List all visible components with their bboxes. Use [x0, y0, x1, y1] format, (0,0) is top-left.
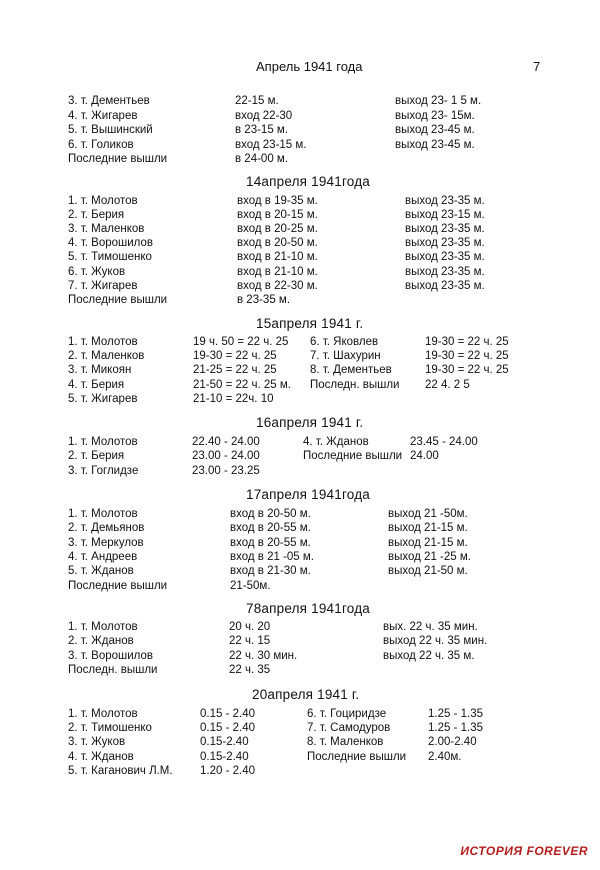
table-cell: Последние вышли	[307, 750, 407, 763]
table-cell: 19-30 = 22 ч. 25	[425, 364, 509, 377]
table-cell: выход 23- 15м.	[395, 109, 475, 122]
table-cell: 1. т. Молотов	[68, 336, 138, 348]
table-cell: вход в 19-35 м.	[237, 195, 318, 207]
table-cell: выход 23-45 м.	[395, 138, 475, 151]
table-cell: 1.25 - 1.35	[428, 722, 483, 735]
table-cell: выход 22 ч. 35 м.	[383, 649, 475, 662]
table-cell: вход в 21 -05 м.	[230, 550, 314, 563]
table-cell: выход 23-35 м.	[405, 195, 485, 207]
table-cell: 22 4. 2 5	[425, 378, 470, 391]
table-cell: вход в 20-25 м.	[237, 223, 318, 236]
table-cell: выход 23-35 м.	[405, 223, 485, 236]
table-cell: 23.00 - 24.00	[192, 450, 260, 463]
table-cell: 22 ч. 30 мин.	[229, 649, 298, 662]
table-cell: вход в 22-30 м.	[237, 279, 318, 292]
table-cell: 5. т. Каганович Л.М.	[68, 764, 173, 777]
table-cell: 7. т. Жигарев	[68, 279, 138, 292]
table-cell: 1. т. Молотов	[68, 508, 138, 520]
table-cell: 4. т. Андреев	[68, 550, 138, 563]
table-cell: 3. т. Ворошилов	[68, 649, 154, 662]
table-cell: 19-30 = 22 ч. 25	[193, 350, 277, 363]
table-cell: 5. т. Тимошенко	[68, 251, 152, 264]
table-cell: Последние вышли	[303, 450, 403, 463]
table-cell: 1. т. Молотов	[68, 621, 138, 633]
table-cell: 2. т. Демьянов	[68, 522, 145, 535]
table-cell: выход 23-15 м.	[405, 209, 485, 222]
table-cell: 2. т. Берия	[68, 209, 125, 222]
table-cell: 4. т. Ворошилов	[68, 237, 154, 250]
table-cell: 6. т. Голиков	[68, 138, 134, 151]
table-cell: 1.25 - 1.35	[428, 708, 483, 720]
table-cell: 1. т. Молотов	[68, 436, 138, 448]
table-cell: 3. т. Гоглидзе	[68, 464, 139, 477]
table-cell: вход в 20-55 м.	[230, 536, 311, 549]
table-cell: вход в 20-50 м.	[230, 508, 311, 520]
table-cell: Последние вышли	[68, 293, 168, 306]
table-cell: Последние вышли	[68, 153, 168, 166]
table-cell: 23.45 - 24.00	[410, 436, 478, 448]
table-cell: вход в 20-50 м.	[237, 237, 318, 250]
table-cell: вход 22-30	[235, 109, 293, 122]
table-cell: 19-30 = 22 ч. 25	[425, 350, 509, 363]
table-cell: 21-50 = 22 ч. 25 м.	[193, 378, 291, 391]
table-cell: 8. т. Дементьев	[310, 364, 392, 377]
section-title: 16апреля 1941 г.	[256, 415, 364, 430]
page-number: 7	[533, 59, 541, 74]
table-cell: вход в 21-10 м.	[237, 265, 318, 278]
table-cell: 19-30 = 22 ч. 25	[425, 336, 509, 348]
table-cell: Последние вышли	[68, 579, 168, 592]
table-cell: выход 21-15 м.	[388, 536, 468, 549]
table-cell: 1. т. Молотов	[68, 708, 138, 720]
table-cell: 3. т. Жуков	[68, 736, 126, 749]
table-cell: 21-10 = 22ч. 10	[193, 392, 274, 405]
table-cell: 6. т. Жуков	[68, 265, 126, 278]
table-cell: 7. т. Шахурин	[310, 350, 381, 363]
publisher-logo: ИСТОРИЯ FOREVER	[460, 844, 588, 858]
table-cell: выход 23-35 м.	[405, 279, 485, 292]
table-cell: 21-50м.	[230, 579, 271, 592]
section-title: 17апреля 1941года	[246, 487, 370, 502]
table-cell: 1.20 - 2.40	[200, 764, 255, 777]
table-cell: 5. т. Вышинский	[68, 124, 153, 137]
table-cell: 8. т. Маленков	[307, 736, 384, 749]
table-cell: 6. т. Гоциридзе	[307, 708, 387, 720]
table-cell: 3. т. Маленков	[68, 223, 145, 236]
table-cell: 0.15 - 2.40	[200, 722, 255, 735]
table-cell: 4. т. Берия	[68, 378, 125, 391]
table-cell: вход в 21-30 м.	[230, 565, 311, 578]
table-cell: 2.40м.	[428, 750, 462, 763]
section-title: 15апреля 1941 г.	[256, 316, 364, 331]
table-cell: вход в 20-55 м.	[230, 522, 311, 535]
table-cell: 21-25 = 22 ч. 25	[193, 364, 277, 377]
table-cell: 2. т. Берия	[68, 450, 125, 463]
table-cell: 4. т. Жигарев	[68, 109, 138, 122]
table-cell: 0.15 - 2.40	[200, 708, 255, 720]
table-cell: 23.00 - 23.25	[192, 464, 260, 477]
table-cell: выход 21 -25 м.	[388, 550, 471, 563]
table-cell: 22 ч. 15	[229, 635, 271, 648]
table-cell: 2. т. Маленков	[68, 350, 145, 363]
table-cell: выход 21-15 м.	[388, 522, 468, 535]
table-cell: вход 23-15 м.	[235, 138, 307, 151]
table-cell: 3. т. Меркулов	[68, 536, 144, 549]
table-cell: Последн. вышли	[310, 378, 400, 391]
table-cell: 4. т. Жданов	[303, 436, 369, 448]
table-cell: 4. т. Жданов	[68, 750, 134, 763]
table-cell: вход в 21-10 м.	[237, 251, 318, 264]
table-cell: в 23-15 м.	[235, 124, 289, 137]
table-cell: вход в 20-15 м.	[237, 209, 318, 222]
table-cell: 19 ч. 50 = 22 ч. 25	[193, 336, 289, 348]
section-title: 20апреля 1941 г.	[252, 687, 360, 702]
table-cell: 2. т. Тимошенко	[68, 722, 152, 735]
section-title: 14апреля 1941года	[246, 174, 370, 189]
table-cell: выход 21 -50м.	[388, 508, 468, 520]
table-cell: 6. т. Яковлев	[310, 336, 379, 348]
table-cell: в 23-35 м.	[237, 293, 291, 306]
table-cell: 22-15 м.	[235, 95, 279, 107]
table-cell: 22 ч. 35	[229, 663, 271, 676]
table-cell: 5. т. Жигарев	[68, 392, 138, 405]
table-cell: выход 23-35 м.	[405, 265, 485, 278]
table-cell: 2.00-2.40	[428, 736, 477, 749]
table-cell: 2. т. Жданов	[68, 635, 134, 648]
table-cell: выход 21-50 м.	[388, 565, 468, 578]
table-cell: 5. т. Жданов	[68, 565, 134, 578]
table-cell: выход 23-45 м.	[395, 124, 475, 137]
table-cell: выход 22 ч. 35 мин.	[383, 635, 488, 648]
table-cell: 1. т. Молотов	[68, 195, 138, 207]
table-cell: 0.15-2.40	[200, 736, 249, 749]
table-cell: 22.40 - 24.00	[192, 436, 260, 448]
table-cell: в 24-00 м.	[235, 153, 289, 166]
table-cell: 3. т. Дементьев	[68, 95, 150, 107]
table-cell: вых. 22 ч. 35 мин.	[383, 621, 478, 633]
table-cell: 20 ч. 20	[229, 621, 271, 633]
table-cell: выход 23-35 м.	[405, 237, 485, 250]
table-cell: 7. т. Самодуров	[307, 722, 391, 735]
table-cell: выход 23- 1 5 м.	[395, 95, 482, 107]
table-cell: выход 23-35 м.	[405, 251, 485, 264]
table-cell: 3. т. Микоян	[68, 364, 132, 377]
table-cell: Последн. вышли	[68, 663, 158, 676]
page-header: Апрель 1941 года	[256, 59, 363, 74]
table-cell: 24.00	[410, 450, 439, 463]
table-cell: 0.15-2.40	[200, 750, 249, 763]
section-title: 78апреля 1941года	[246, 601, 370, 616]
